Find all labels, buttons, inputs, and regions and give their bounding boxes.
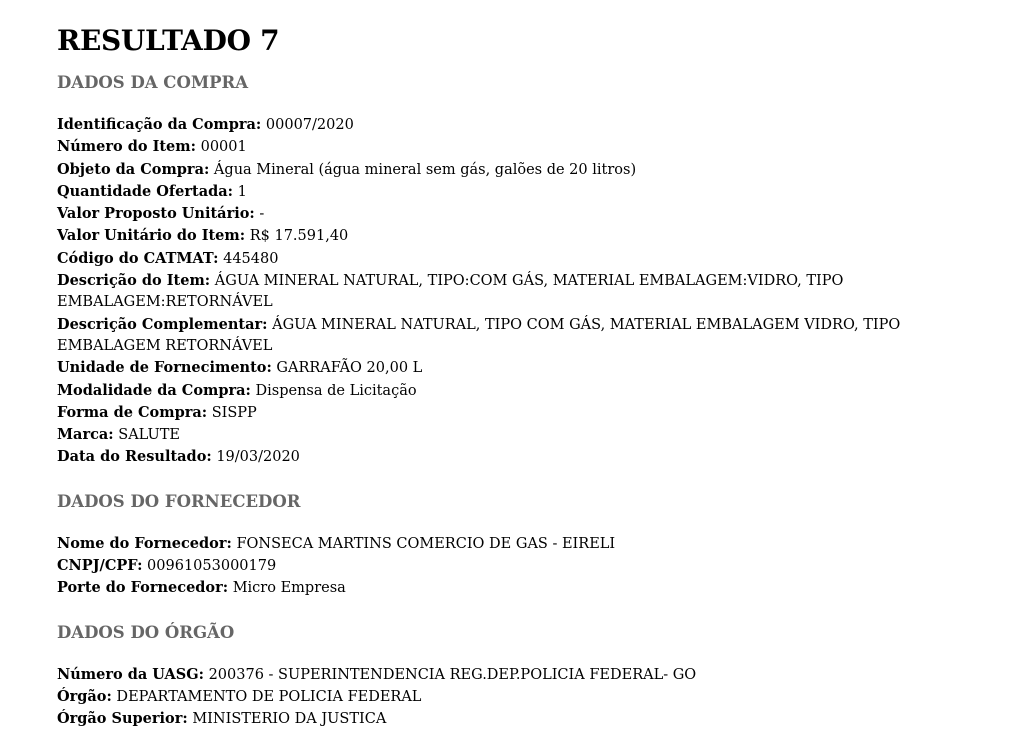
field-value: Micro Empresa [228, 580, 346, 597]
field-label: Descrição Complementar: [57, 315, 268, 333]
field-label: Órgão: [57, 687, 112, 705]
field-modalidade-da-compra [57, 380, 917, 402]
field-value: 00007/2020 [261, 117, 354, 133]
field-value: DEPARTAMENTO DE POLICIA FEDERAL [111, 688, 422, 705]
section-heading: DADOS DO ÓRGÃO [57, 622, 235, 642]
field-descricao-do-item [57, 270, 917, 314]
field-label: Quantidade Ofertada: [57, 182, 233, 200]
field-value: SISPP [207, 404, 257, 421]
field-quantidade-ofertada [57, 181, 917, 203]
field-orgao [57, 686, 917, 708]
field-data-do-resultado [57, 446, 917, 468]
field-value: 00001 [195, 139, 247, 156]
field-label: CNPJ/CPF: [57, 557, 143, 575]
field-label: Data do Resultado: [57, 448, 212, 466]
field-value: 200376 - SUPERINTENDENCIA REG.DEP.POLICIA FEDERAL- GO [203, 666, 697, 683]
field-value: Água Mineral (água mineral sem gás, galões de 20 litros) [209, 161, 637, 178]
field-label: Código do CATMAT: [57, 249, 219, 267]
field-value: Dispensa de Licitação [250, 382, 417, 399]
field-objeto-da-compra [57, 159, 917, 181]
field-label: Identificação da Compra: [57, 116, 262, 133]
field-list [57, 664, 917, 731]
field-label: Número da UASG: [57, 665, 204, 683]
field-marca [57, 424, 917, 446]
section-heading: DADOS DA COMPRA [57, 73, 248, 92]
field-forma-de-compra [57, 402, 917, 424]
field-codigo-do-catmat [57, 248, 917, 270]
field-nome-do-fornecedor [57, 533, 917, 555]
section-dados-do-orgao [57, 622, 917, 731]
field-orgao-superior [57, 708, 917, 730]
field-value: ÁGUA MINERAL NATURAL, TIPO COM GÁS, MATERIAL EMBALAGEM VIDRO, TIPO EMBALAGEM RETORNÁVEL [57, 316, 901, 354]
field-label: Descrição do Item: [57, 272, 211, 290]
field-value: FONSECA MARTINS COMERCIO DE GAS - EIRELI [231, 535, 616, 552]
field-label: Número do Item: [57, 138, 196, 156]
page-title: RESULTADO 7 [57, 24, 280, 57]
field-label: Órgão Superior: [57, 710, 188, 728]
field-value: GARRAFÃO 20,00 L [271, 360, 423, 377]
section-dados-do-fornecedor [57, 491, 917, 600]
field-label: Forma de Compra: [57, 403, 208, 421]
field-label: Porte do Fornecedor: [57, 579, 229, 597]
field-value: 1 [232, 183, 247, 200]
field-identificacao-da-compra [57, 114, 917, 136]
field-value: 19/03/2020 [211, 449, 300, 466]
field-label: Modalidade da Compra: [57, 381, 251, 399]
field-label: Valor Proposto Unitário: [57, 205, 255, 223]
field-label: Nome do Fornecedor: [57, 534, 232, 552]
field-value: ÁGUA MINERAL NATURAL, TIPO:COM GÁS, MATERIAL EMBALAGEM:VIDRO, TIPO EMBALAGEM:RETORNÁVEL [57, 273, 844, 311]
field-cnpj-cpf [57, 555, 917, 577]
field-valor-proposto-unitario [57, 203, 917, 225]
field-valor-unitario-do-item [57, 225, 917, 247]
field-numero-do-item [57, 136, 917, 158]
field-list [57, 533, 917, 600]
field-value: 445480 [218, 250, 279, 267]
field-list [57, 114, 917, 469]
section-dados-da-compra [57, 72, 917, 469]
field-value: 00961053000179 [142, 558, 277, 575]
field-label: Unidade de Fornecimento: [57, 359, 272, 377]
field-porte-do-fornecedor [57, 577, 917, 599]
field-descricao-complementar [57, 314, 917, 358]
field-value: R$ 17.591,40 [245, 228, 349, 245]
field-label: Valor Unitário do Item: [57, 227, 246, 245]
field-numero-da-uasg [57, 664, 917, 686]
field-value: - [254, 206, 265, 223]
field-value: SALUTE [113, 427, 180, 444]
field-label: Marca: [57, 426, 114, 444]
field-value: MINISTERIO DA JUSTICA [187, 711, 387, 728]
field-unidade-de-fornecimento [57, 357, 917, 379]
field-label: Objeto da Compra: [57, 160, 210, 178]
section-heading: DADOS DO FORNECEDOR [57, 491, 301, 511]
